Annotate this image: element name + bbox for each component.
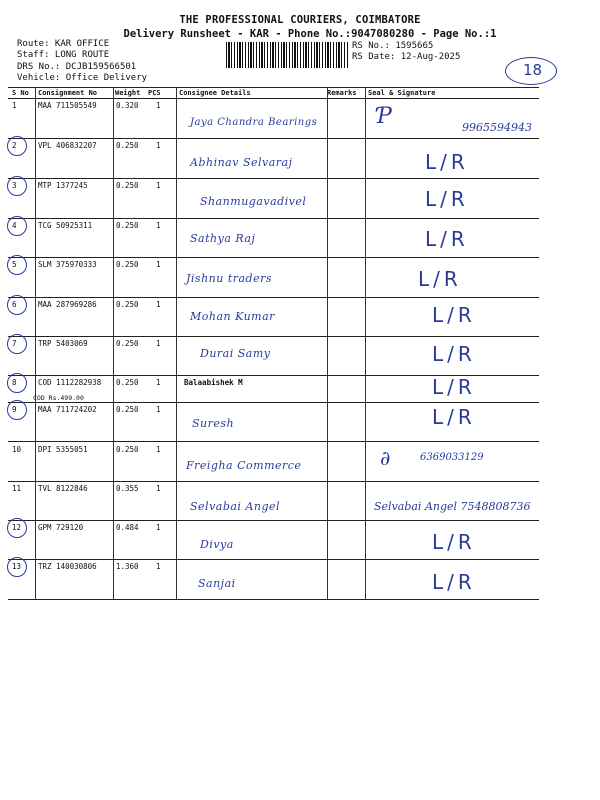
row-consignment: TRZ 140030806 (38, 562, 97, 571)
row-pcs: 1 (156, 523, 161, 532)
row-signature: 9965594943 (462, 121, 532, 134)
page-count-mark (505, 57, 557, 85)
row-consignment: TVL 8122846 (38, 484, 88, 493)
row-consignment: DPI 5355051 (38, 445, 88, 454)
row-sno: 4 (12, 221, 17, 230)
row-consignee: Freigha Commerce (186, 459, 302, 472)
col-divider (327, 88, 328, 600)
row-pcs: 1 (156, 378, 161, 387)
row-signature: L/R (425, 187, 469, 211)
row-signature: L/R (432, 303, 476, 327)
row-weight: 0.250 (116, 378, 139, 387)
col-remarks: Remarks (327, 89, 357, 97)
row-sno: 11 (12, 484, 22, 493)
cod-amount: COD Rs.499.00 (33, 394, 84, 402)
row-consignment: TRP 5403069 (38, 339, 88, 348)
table-header-rule (8, 98, 539, 99)
row-weight: 0.250 (116, 260, 139, 269)
row-consignee: Jishnu traders (186, 272, 273, 285)
row-pcs: 1 (156, 445, 161, 454)
row-weight: 0.250 (116, 181, 139, 190)
row-sno: 5 (12, 260, 17, 269)
rs-date: RS Date: 12-Aug-2025 (352, 52, 461, 62)
row-weight: 0.250 (116, 445, 139, 454)
row-weight: 0.250 (116, 405, 139, 414)
rs-number: RS No.: 1595665 (352, 41, 434, 51)
row-signature: L/R (425, 227, 469, 251)
row-sno: 13 (12, 562, 22, 571)
row-signature: L/R (418, 267, 462, 291)
row-signature: L/R (432, 405, 476, 429)
row-signature: L/R (425, 150, 469, 174)
row-sno: 8 (12, 378, 17, 387)
row-sno: 6 (12, 300, 17, 309)
col-consignment: Consignment No (38, 89, 98, 97)
row-pcs: 1 (156, 260, 161, 269)
signature-scrawl: ∂ (380, 446, 391, 470)
row-signature: L/R (432, 342, 476, 366)
row-consignment: MTP 1377245 (38, 181, 88, 190)
row-consignment: COD 1112282938 (38, 378, 102, 387)
row-consignee: Suresh (192, 417, 235, 430)
route-label: Route: KAR OFFICE (17, 39, 110, 49)
col-seal: Seal & Signature (368, 89, 436, 97)
row-sno: 10 (12, 445, 22, 454)
signature-scrawl: Ƥ (377, 104, 392, 129)
col-divider (365, 88, 366, 600)
row-weight: 0.320 (116, 101, 139, 110)
row-consignment: GPM 729120 (38, 523, 84, 532)
row-consignment: TCG 50925311 (38, 221, 93, 230)
row-consignee: Abhinav Selvaraj (190, 156, 293, 169)
row-sno: 2 (12, 141, 17, 150)
row-weight: 0.250 (116, 339, 139, 348)
row-consignment: MAA 287969286 (38, 300, 97, 309)
company-title: THE PROFESSIONAL COURIERS, COIMBATORE (179, 14, 421, 26)
row-sno: 9 (12, 405, 17, 414)
row-consignment: MAA 711724202 (38, 405, 97, 414)
row-pcs: 1 (156, 101, 161, 110)
row-consignee: Divya (200, 538, 234, 551)
col-pcs: PCS (148, 89, 161, 97)
barcode (226, 42, 348, 68)
row-signature: Selvabai Angel 7548808736 (374, 500, 531, 513)
row-weight: 0.355 (116, 484, 139, 493)
row-pcs: 1 (156, 405, 161, 414)
row-consignee: Jaya Chandra Bearings (190, 117, 318, 128)
row-signature: 6369033129 (420, 452, 484, 463)
col-weight: Weight (115, 89, 141, 97)
col-sno: S No (12, 89, 29, 97)
row-consignee: Balaabishek M (184, 378, 243, 387)
drs-number: DRS No.: DCJB159566501 (17, 62, 137, 72)
row-weight: 0.250 (116, 221, 139, 230)
col-divider (176, 88, 177, 600)
table-top-rule (8, 87, 539, 88)
staff-label: Staff: LONG ROUTE (17, 50, 110, 60)
row-weight: 0.484 (116, 523, 139, 532)
row-signature: L/R (432, 530, 476, 554)
row-sno: 12 (12, 523, 22, 532)
row-sno: 3 (12, 181, 17, 190)
row-consignment: SLM 375970333 (38, 260, 97, 269)
row-weight: 1.360 (116, 562, 139, 571)
row-consignment: MAA 711505549 (38, 101, 97, 110)
row-sno: 1 (12, 101, 17, 110)
runsheet-subtitle: Delivery Runsheet - KAR - Phone No.:9047080280 - Page No.:1 (123, 28, 497, 40)
col-divider (35, 88, 36, 600)
row-pcs: 1 (156, 339, 161, 348)
row-consignee: Selvabai Angel (190, 500, 281, 513)
row-pcs: 1 (156, 562, 161, 571)
row-weight: 0.250 (116, 141, 139, 150)
vehicle-label: Vehicle: Office Delivery (17, 73, 148, 83)
row-pcs: 1 (156, 300, 161, 309)
row-weight: 0.250 (116, 300, 139, 309)
row-consignee: Mohan Kumar (190, 310, 275, 323)
row-pcs: 1 (156, 221, 161, 230)
col-divider (113, 88, 114, 600)
row-signature: L/R (432, 375, 476, 399)
row-pcs: 1 (156, 181, 161, 190)
row-pcs: 1 (156, 484, 161, 493)
row-consignee: Durai Samy (200, 347, 271, 360)
page-count-text: 18 (523, 61, 543, 79)
col-consignee: Consignee Details (179, 89, 251, 97)
row-consignee: Sathya Raj (190, 232, 256, 245)
row-consignee: Sanjai (198, 577, 236, 590)
row-signature: L/R (432, 570, 476, 594)
row-consignment: VPL 406832207 (38, 141, 97, 150)
row-sno: 7 (12, 339, 17, 348)
row-pcs: 1 (156, 141, 161, 150)
row-consignee: Shanmugavadivel (200, 195, 307, 208)
